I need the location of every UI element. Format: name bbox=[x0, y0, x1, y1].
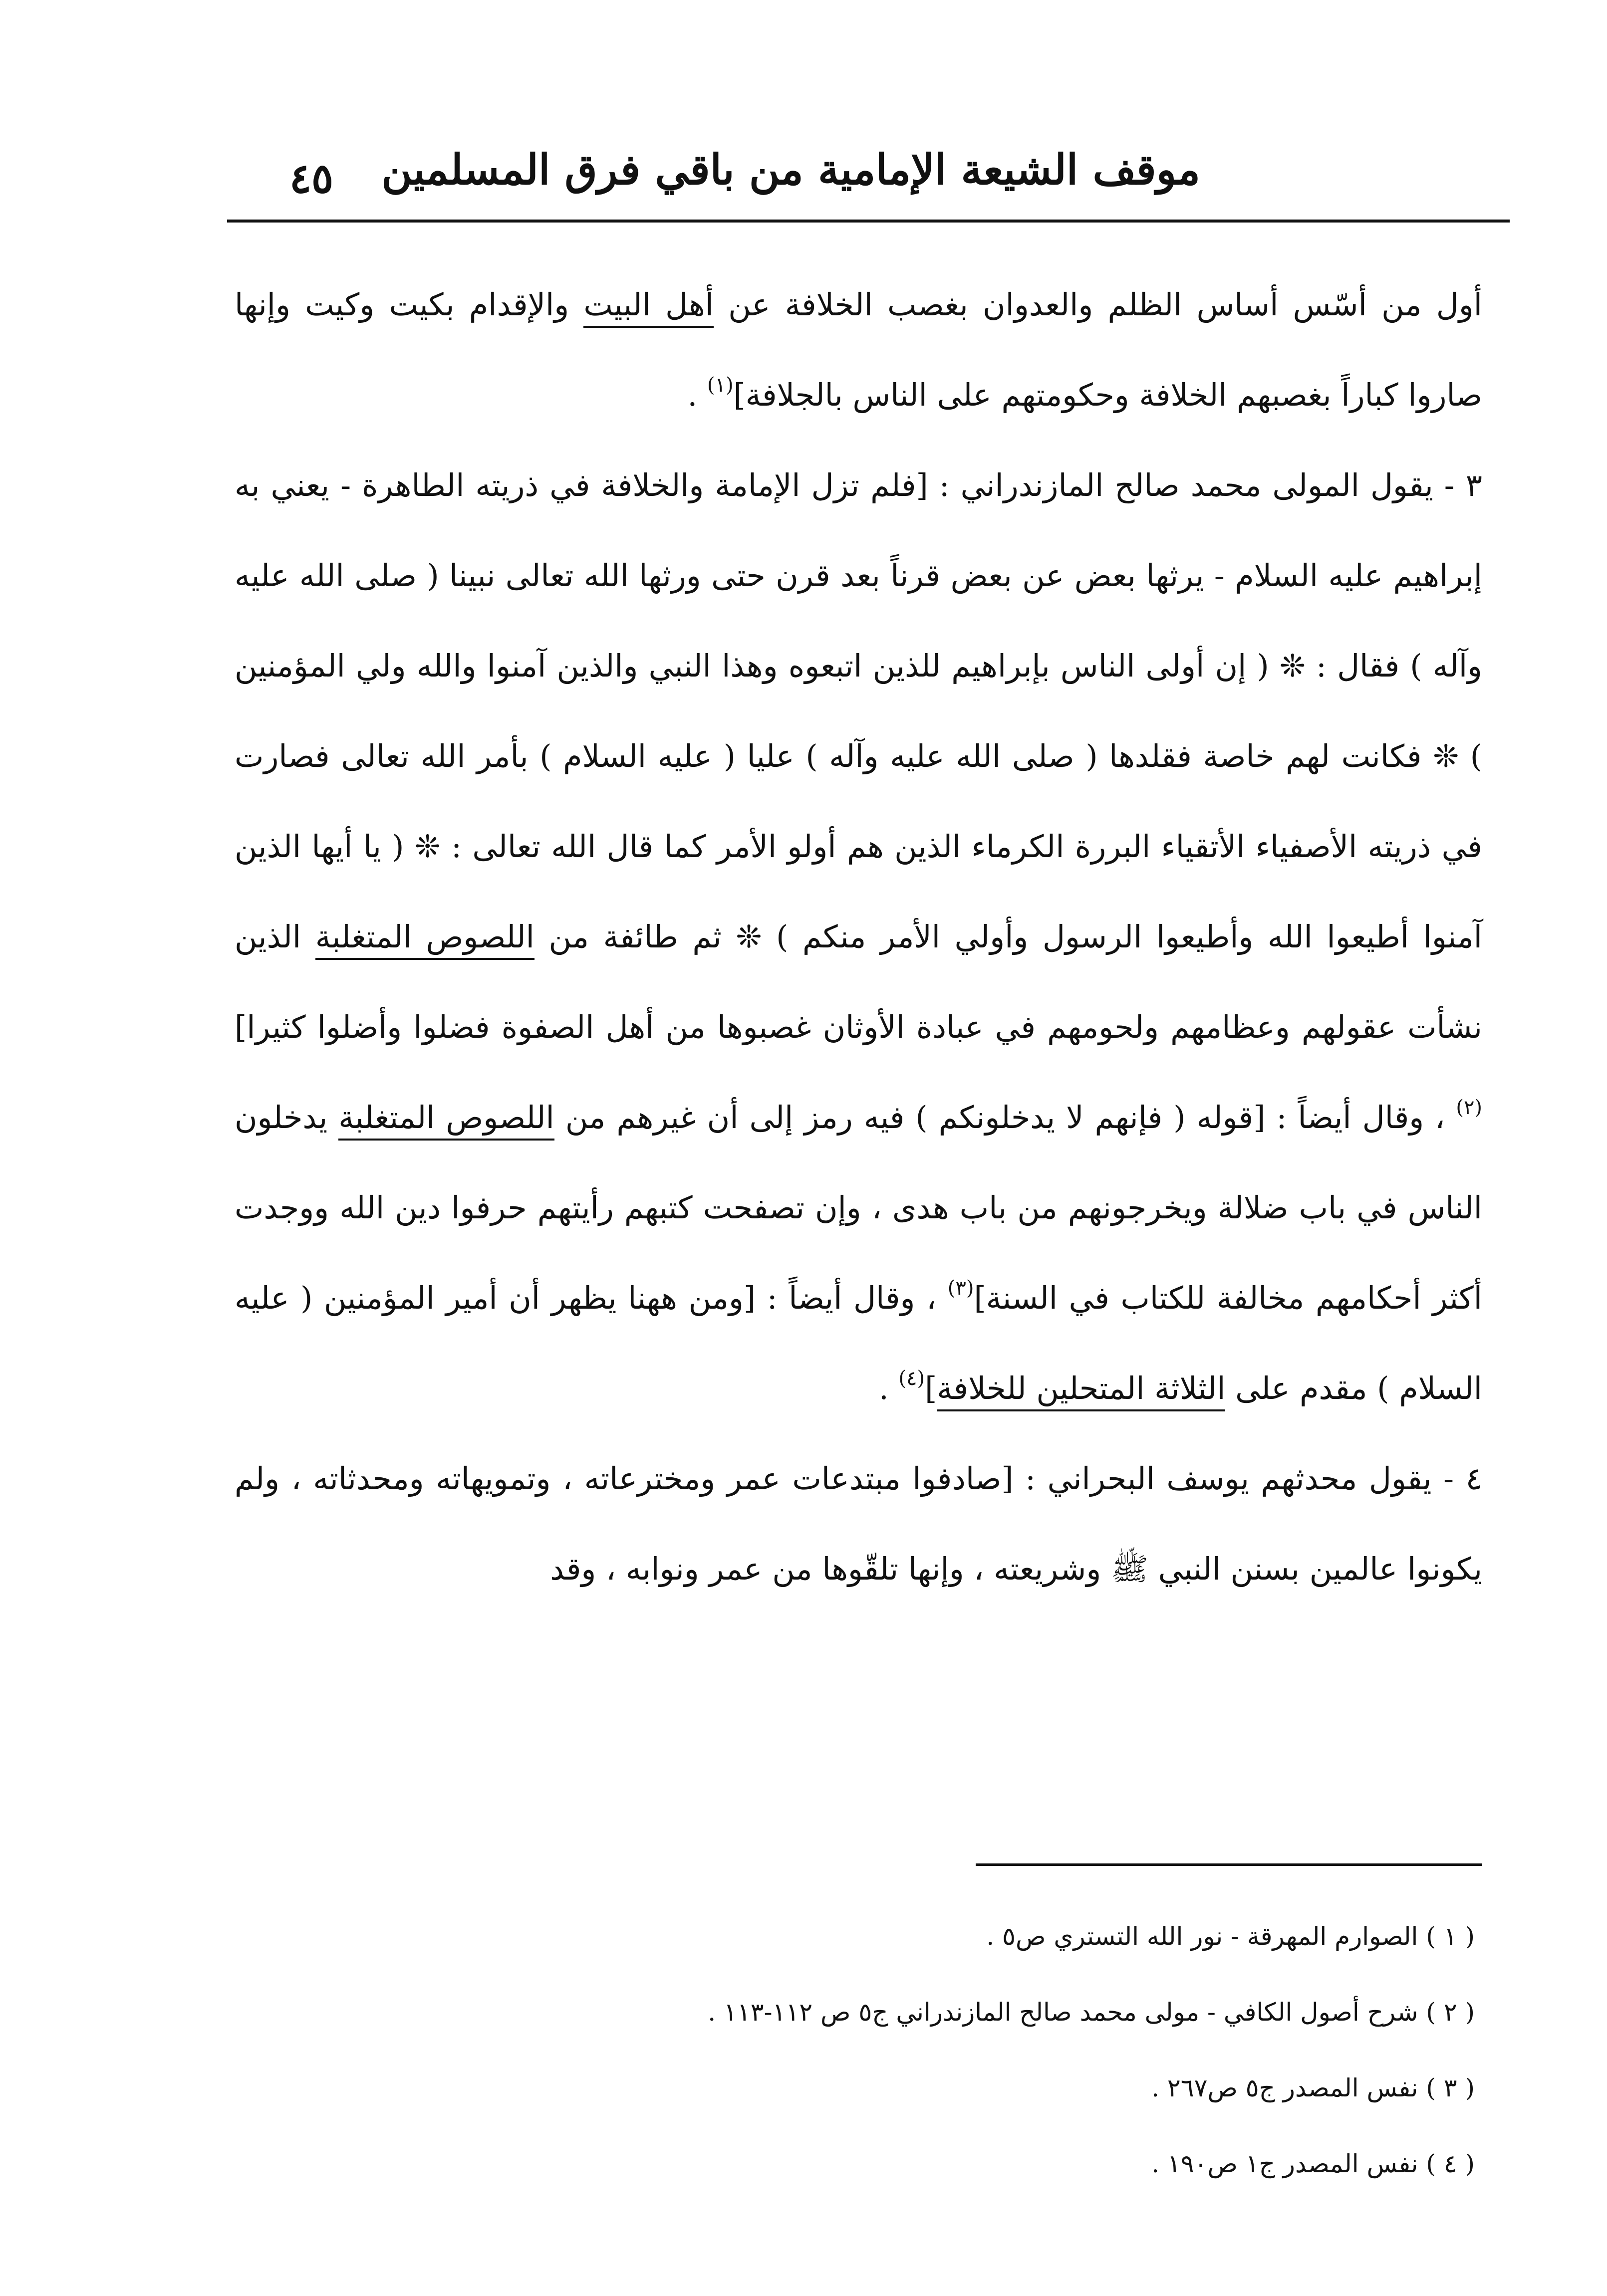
footnote-2: ( ٢ ) شرح أصول الكافي - مولى محمد صالح المازندراني ج٥ ص ١١٢-١١٣ . bbox=[708, 1998, 1475, 2027]
footnote-ref-4: (٤) bbox=[898, 1367, 925, 1390]
footnote-ref-2: (٢) bbox=[1456, 1096, 1483, 1119]
footnotes bbox=[235, 1898, 1475, 2202]
footnote-ref-3: (٣) bbox=[947, 1277, 974, 1300]
paragraph-3: ٤ - يقول محدثهم يوسف البحراني : [صادفوا مبتدعات عمر ومخترعاته ، وتمويهاته ومحدثاته ، ولم يكونوا عالمين بسنن النبي ﷺ وشريعته ، وإنها تلقّوها من عمر ونوابه ، وقد bbox=[235, 1460, 1482, 1587]
paragraph-1: أول من أسّس أساس الظلم والعدوان بغصب الخلافة عن أهل البيت والإقدام بكيت وكيت وإنها صاروا كباراً بغصبهم الخلافة وحكومتهم على الناس بالجلافة]$^{(١)}$ . bbox=[235, 286, 1482, 413]
header-divider bbox=[227, 220, 1510, 223]
footnote-1: ( ١ ) الصوارم المهرقة - نور الله التستري ص٥ . bbox=[986, 1922, 1475, 1951]
running-title: موقف الشيعة الإمامية من باقي فرق المسلمين bbox=[381, 145, 1200, 194]
underlined-phrase: الثلاثة المتحلين للخلافة bbox=[937, 1370, 1225, 1411]
underlined-phrase: اللصوص المتغلبة bbox=[338, 1099, 554, 1141]
footnote-4: ( ٤ ) نفس المصدر ج١ ص١٩٠ . bbox=[1151, 2149, 1475, 2178]
body-text bbox=[235, 259, 1482, 1614]
footnote-divider bbox=[976, 1863, 1482, 1866]
underlined-phrase: اللصوص المتغلبة bbox=[315, 918, 535, 960]
page-header bbox=[227, 135, 1510, 210]
footnote-ref-1: (١) bbox=[707, 374, 734, 397]
footnote-3: ( ٣ ) نفس المصدر ج٥ ص٢٦٧ . bbox=[1151, 2073, 1475, 2102]
underlined-phrase: أهل البيت bbox=[583, 286, 714, 328]
paragraph-2: ٣ - يقول المولى محمد صالح المازندراني : [فلم تزل الإمامة والخلافة في ذريته الطاهرة - يعني به إبراهيم عليه السلام - يرثها بعض عن بعض قرناً بعد قرن حتى ورثها الله تعالى نبينا ( صلى الله عليه وآله ) فقال : ❊ ( إن أولى الناس بإبراهيم للذين اتبعوه وهذا النبي والذين آمنوا والله ولي المؤمنين ) ❊ فكانت لهم خاصة فقلدها ( صلى الله عليه وآله ) عليا ( عليه السلام ) بأمر الله تعالى فصارت في ذريته الأصفياء الأتقياء البررة الكرماء الذين هم أولو الأمر كما قال الله تعالى : ❊ ( يا أيها الذين آمنوا أطيعوا الله وأطيعوا الرسول وأولي الأمر منكم ) ❊ ثم طائفة من اللصوص المتغلبة الذين نشأت عقولهم وعظامهم ولحومهم في عبادة الأوثان غصبوها من أهل الصفوة فضلوا وأضلوا كثيرا]$^{(٢)}$ ، وقال أيضاً : [قوله ( فإنهم لا يدخلونكم ) فيه رمز إلى أن غيرهم من اللصوص المتغلبة يدخلون الناس في باب ضلالة ويخرجونهم من باب هدى ، وإن تصفحت كتبهم رأيتهم حرفوا دين الله ووجدت أكثر أحكامهم مخالفة للكتاب في السنة]$^{(٣)}$ ، وقال أيضاً : [ومن ههنا يظهر أن أمير المؤمنين ( عليه السلام ) مقدم على الثلاثة المتحلين للخلافة]$^{(٤)}$ . bbox=[235, 440, 1482, 1433]
page-number: ٤٥ bbox=[289, 155, 334, 203]
